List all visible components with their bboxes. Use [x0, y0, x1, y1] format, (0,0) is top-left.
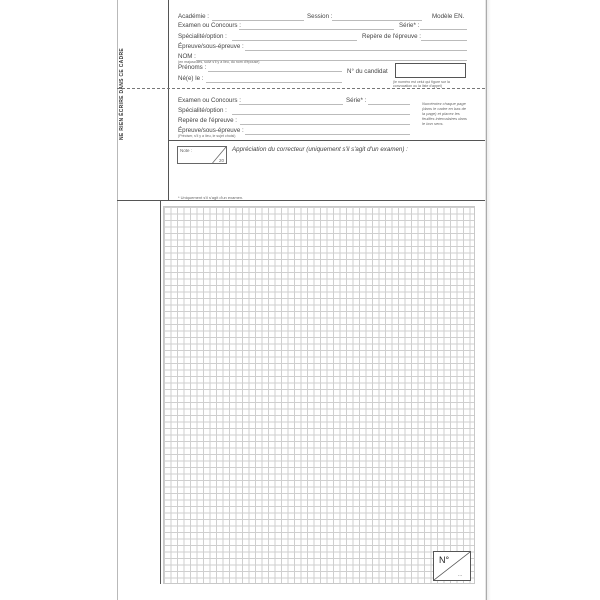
- graph-paper-area[interactable]: [163, 206, 475, 584]
- nele-label: Né(e) le :: [178, 75, 204, 82]
- epreuve2-field[interactable]: [245, 134, 410, 135]
- specialite-label: Spécialité/option :: [178, 33, 227, 40]
- candidat-hint: (le numéro est celui qui figure sur la convocation ou la liste d'appel): [393, 80, 450, 88]
- appreciation-label: Appréciation du correcteur (uniquement s'il s'agit d'un examen) :: [232, 146, 408, 153]
- candidat-label: N° du candidat: [347, 68, 388, 75]
- prenoms-label: Prénoms :: [178, 64, 207, 71]
- nom-label: NOM :: [178, 53, 196, 60]
- note-label: Note :: [180, 148, 193, 153]
- page-number-box[interactable]: [433, 551, 471, 581]
- nom-hint: (en majuscules, suivi s'il y a lieu, du nom d'épouse): [178, 60, 260, 64]
- epreuve-label: Épreuve/sous-épreuve :: [178, 43, 244, 50]
- epreuve2-label: Épreuve/sous-épreuve :: [178, 127, 244, 134]
- page-number-dots: ...: [458, 572, 463, 578]
- epreuve2-hint: (Préciser, s'il y a lieu, le sujet choisi): [178, 134, 236, 138]
- footnote: * Uniquement s'il s'agit d'un examen.: [178, 195, 244, 200]
- serie-label: Série* :: [399, 22, 420, 29]
- repere2-field[interactable]: [240, 124, 410, 125]
- examen2-field[interactable]: [239, 104, 343, 105]
- prenoms-field[interactable]: [208, 71, 342, 72]
- serie-field[interactable]: [420, 29, 467, 30]
- do-not-write-label: NE RIEN ÉCRIRE DANS CE CADRE: [119, 47, 125, 140]
- examen2-label: Examen ou Concours :: [178, 97, 241, 104]
- page-number-label: N°: [439, 555, 450, 565]
- examen-field[interactable]: [239, 29, 394, 30]
- nele-field[interactable]: [206, 82, 342, 83]
- specialite2-field[interactable]: [232, 114, 410, 115]
- specialite2-label: Spécialité/option :: [178, 107, 227, 114]
- academie-label: Académie :: [178, 13, 209, 20]
- header-bottom-line: [117, 200, 485, 201]
- specialite-field[interactable]: [232, 40, 357, 41]
- modele-label: Modèle EN.: [432, 13, 465, 20]
- repere-field[interactable]: [421, 40, 467, 41]
- fold-dashed-line: [117, 88, 485, 89]
- note-denominator: 20: [219, 158, 225, 163]
- numbering-instructions: Numérotez chaque page (dans le cadre en bas de la page) et placez les feuilles intercalaires dans le bon sens.: [422, 101, 467, 126]
- sheet-shadow: [485, 0, 491, 600]
- grid-margin-line: [160, 200, 161, 584]
- candidat-number-box[interactable]: [395, 63, 466, 78]
- session-label: Session :: [307, 13, 333, 20]
- note-box[interactable]: [177, 146, 227, 164]
- serie2-label: Série* :: [346, 97, 367, 104]
- header-margin-line: [168, 0, 169, 200]
- serie2-field[interactable]: [368, 104, 410, 105]
- academie-field[interactable]: [212, 20, 304, 21]
- epreuve-field[interactable]: [245, 50, 467, 51]
- session-field[interactable]: [332, 20, 422, 21]
- note-section-line: [168, 140, 485, 141]
- repere2-label: Repère de l'épreuve :: [178, 117, 237, 124]
- examen-label: Examen ou Concours :: [178, 22, 241, 29]
- repere-label: Repère de l'épreuve :: [362, 33, 421, 40]
